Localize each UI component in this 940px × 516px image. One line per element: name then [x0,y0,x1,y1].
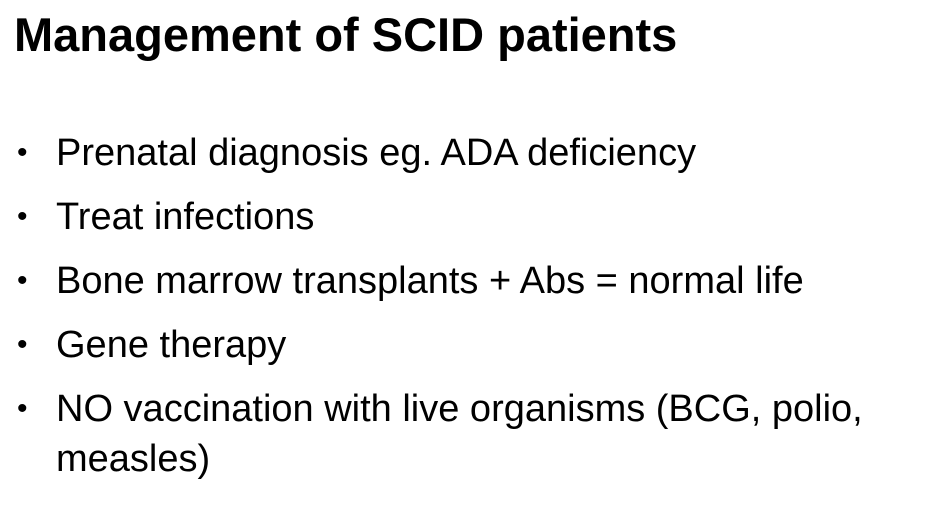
bullet-text: Prenatal diagnosis eg. ADA deficiency [56,132,697,174]
bullet-marker: • [17,328,28,361]
bullet-item [0,384,886,484]
bullet-text: NO vaccination with live organisms (BCG, polio, measles) [56,388,863,480]
bullet-text: Gene therapy [56,324,287,366]
slide-title: Management of SCID patients [14,8,678,61]
bullet-item [0,320,940,370]
bullet-text: Bone marrow transplants + Abs = normal life [56,260,804,302]
bullet-item [0,192,940,242]
bullet-marker: • [17,392,28,425]
bullet-item [0,256,940,306]
bullet-list [0,128,940,498]
bullet-item [0,128,940,178]
bullet-marker: • [17,136,28,169]
bullet-marker: • [17,264,28,297]
bullet-text: Treat infections [56,196,315,238]
bullet-marker: • [17,200,28,233]
